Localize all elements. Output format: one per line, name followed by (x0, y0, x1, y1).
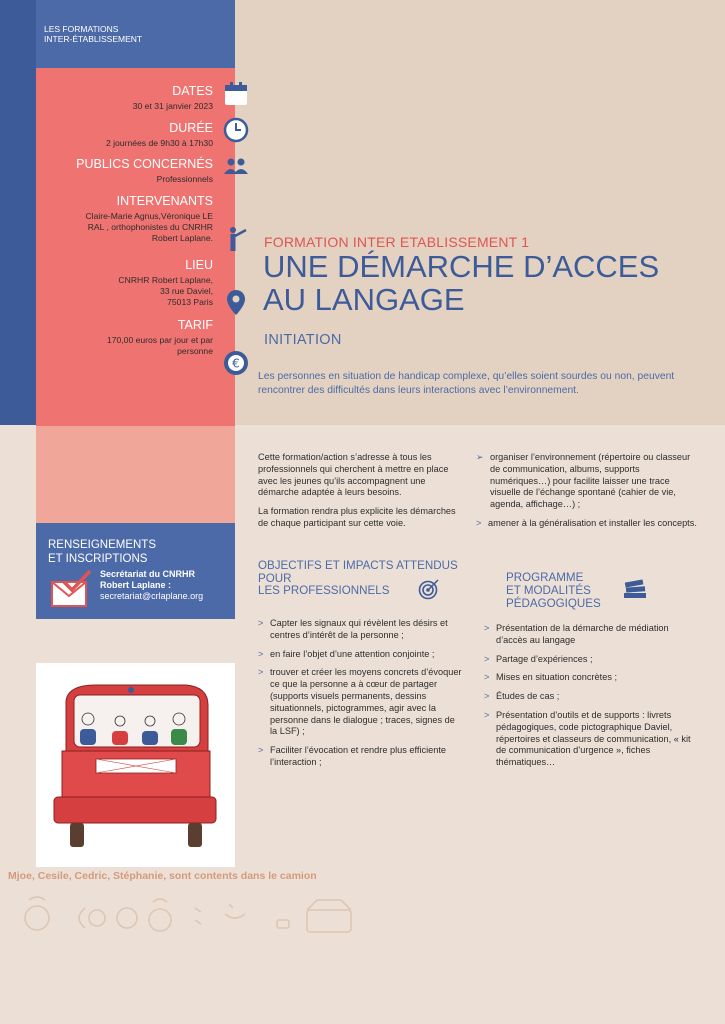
target-icon (418, 578, 440, 600)
info-panel-extension (36, 426, 235, 523)
list-item: > Capter les signaux qui révèlent les désirs et centres d’intérêt de la personne ; (258, 618, 448, 640)
objectives-heading: OBJECTIFS ET IMPACTS ATTENDUS POUR LES PROFESSIONNELS (258, 559, 458, 597)
list-item: > trouver et créer les moyens concrets d’évoquer ce que la personne a à cœur de partager (supports visuels permanents, dessins situationnels, pictogrammes, agir avec la personne dans le dialogue ; traces, signes de la LSF) ; (258, 667, 462, 737)
list-item: > en faire l’objet d’une attention conjointe ; (258, 648, 435, 659)
contact-details: Secrétariat du CNRHR Robert Laplane : secretariat@crlaplane.org (100, 569, 204, 601)
intro-text: Les personnes en situation de handicap complexe, qu’elles soient sourdes ou non, peuvent rencontrer des difficultés dans leurs interactions avec l’environnement. (258, 371, 675, 396)
clock-icon (222, 116, 250, 144)
contact-email[interactable]: secretariat@crlaplane.org (100, 591, 204, 601)
blue-side-band (0, 0, 36, 425)
euro-icon (222, 349, 250, 377)
illustration-caption: Mjoe, Cesile, Cedric, Stéphanie, sont contents dans le camion (8, 870, 317, 882)
top-beige-block (235, 0, 725, 425)
list-item: > Présentation de la démarche de médiation d’accès au langage (484, 623, 669, 645)
objectives-list (258, 618, 463, 776)
info-duree: DURÉE 2 journées de 9h30 à 17h30 (105, 121, 213, 148)
list-item: > Présentation d’outils et de supports : livrets pédagogiques, code pictographique Daviel, répertoires et classeurs de communication, « kit de communication d’urgence », fiches thématiques… (484, 709, 691, 768)
list-item: > Mises en situation concrètes ; (484, 672, 618, 683)
list-item: ➢ organiser l’environnement (répertoire ou classeur de communication, albums, supports numériques…) pour facilite laisser une trace visuelle de l’échange spontané (cahier de vie, agenda, affichage…) ; (476, 452, 691, 510)
header-tag: LES FORMATIONS INTER-ÉTABLISSEMENT (44, 24, 143, 44)
books-icon (622, 578, 648, 600)
mail-check-icon (50, 570, 92, 608)
location-pin-icon (222, 288, 250, 316)
contact-title: RENSEIGNEMENTS ET INSCRIPTIONS (48, 539, 156, 565)
presenter-icon (222, 225, 250, 253)
doodle-decorations (15, 890, 360, 940)
info-intervenants: INTERVENANTS Claire-Marie Agnus,Véronique LE RAL , orthophonistes du CNRHR Robert Laplane. (85, 194, 213, 243)
info-lieu: LIEU CNRHR Robert Laplane, 33 rue Daviel, 75013 Paris (118, 258, 213, 307)
level-label: INITIATION (264, 332, 342, 348)
list-item: > amener à la généralisation et installer les concepts. (476, 517, 697, 528)
program-heading: PROGRAMME ET MODALITÉS PÉDAGOGIQUES (506, 571, 601, 610)
list-item: > Études de cas ; (484, 691, 560, 702)
people-icon (222, 152, 250, 180)
calendar-icon (222, 80, 250, 108)
list-item: > Partage d’expériences ; (484, 653, 593, 664)
program-list (484, 623, 694, 776)
svg-text:€: € (232, 356, 240, 371)
info-publics: PUBLICS CONCERNÉS Professionnels (76, 157, 213, 184)
page-title: UNE DÉMARCHE D’ACCES AU LANGAGE (263, 249, 660, 317)
audience-paragraphs: Cette formation/action s’adresse à tous les professionnels qui cherchent à mettre en place avec les jeunes qu’ils accompagnent une démarche adaptée à leurs besoins. La formation rendra plus explicite les démarches de chaque participant sur cette voie. (258, 452, 456, 528)
info-dates: DATES 30 et 31 janvier 2023 (132, 84, 213, 111)
list-item: > Faciliter l’évocation et rendre plus efficiente l’interaction ; (258, 745, 447, 767)
objectives-continued (476, 452, 698, 537)
info-tarif: TARIF 170,00 euros par jour et par personne (106, 318, 213, 356)
truck-illustration (36, 663, 235, 867)
formation-kicker: FORMATION INTER ETABLISSEMENT 1 (264, 234, 530, 250)
